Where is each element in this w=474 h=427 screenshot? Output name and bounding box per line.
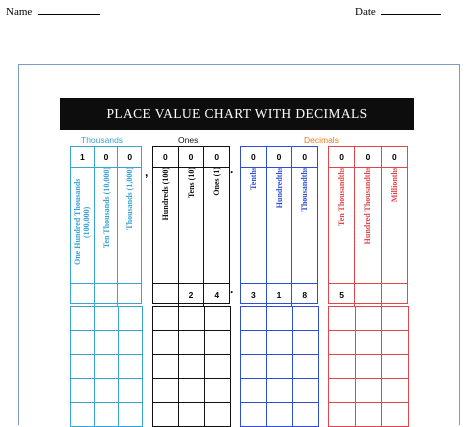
name-label-text: Name xyxy=(6,6,33,18)
date-label-text: Date xyxy=(355,6,376,18)
place-value[interactable]: 8 xyxy=(291,284,317,306)
place-label-text: Tens (10) xyxy=(186,167,196,199)
place-value[interactable]: 4 xyxy=(203,284,229,306)
place-label xyxy=(178,167,204,283)
practice-cell[interactable] xyxy=(293,403,319,427)
place-digit: 0 xyxy=(178,147,204,167)
date-blank-line[interactable] xyxy=(381,14,441,15)
place-label xyxy=(241,167,266,283)
place-label-text: Ones (1) xyxy=(212,167,222,196)
ones-block xyxy=(152,146,230,304)
place-value[interactable] xyxy=(381,284,407,306)
digit-row xyxy=(71,147,141,168)
practice-cell[interactable] xyxy=(95,331,119,355)
practice-cell[interactable] xyxy=(241,403,267,427)
place-label xyxy=(94,167,118,283)
practice-cell[interactable] xyxy=(241,379,267,403)
practice-cell[interactable] xyxy=(119,331,143,355)
value-row xyxy=(241,283,317,306)
place-label-text: Millionths xyxy=(389,167,399,203)
practice-cell[interactable] xyxy=(71,379,95,403)
place-label xyxy=(291,167,317,283)
practice-cell[interactable] xyxy=(356,379,383,403)
practice-cell[interactable] xyxy=(153,355,179,379)
practice-cell[interactable] xyxy=(119,403,143,427)
practice-cell[interactable] xyxy=(293,307,319,331)
place-label xyxy=(203,167,229,283)
practice-cell[interactable] xyxy=(293,379,319,403)
practice-cell[interactable] xyxy=(153,307,179,331)
place-label xyxy=(266,167,292,283)
practice-cell[interactable] xyxy=(71,331,95,355)
ones-practice-grid xyxy=(152,306,231,427)
practice-cell[interactable] xyxy=(293,331,319,355)
practice-cell[interactable] xyxy=(329,379,356,403)
place-digit: 1 xyxy=(79,152,85,162)
practice-cell[interactable] xyxy=(382,331,409,355)
practice-cell[interactable] xyxy=(382,379,409,403)
practice-cell[interactable] xyxy=(329,355,356,379)
place-digit: 0 xyxy=(250,152,256,162)
thousands-practice-grid xyxy=(70,306,143,427)
place-label-text: Tenths xyxy=(248,167,258,190)
value-row xyxy=(329,283,407,306)
practice-cell[interactable] xyxy=(267,331,293,355)
digit-row xyxy=(153,147,229,168)
place-label xyxy=(71,167,94,283)
practice-cell[interactable] xyxy=(267,379,293,403)
place-digit: 0 xyxy=(162,152,168,162)
practice-cell[interactable] xyxy=(241,331,267,355)
place-value[interactable] xyxy=(354,284,380,306)
thousands-block xyxy=(70,146,142,304)
practice-cell[interactable] xyxy=(95,355,119,379)
place-label-text: Ten Thousands (10,000) xyxy=(101,167,111,249)
practice-cell[interactable] xyxy=(153,379,179,403)
decimals-title: Decimals xyxy=(304,135,339,145)
label-row xyxy=(71,167,141,283)
label-row xyxy=(329,167,407,283)
decimal-point-top: . xyxy=(230,162,234,176)
place-value[interactable]: 3 xyxy=(250,290,256,300)
practice-cell[interactable] xyxy=(179,307,205,331)
value-row xyxy=(153,283,229,306)
practice-cell[interactable] xyxy=(382,307,409,331)
practice-cell[interactable] xyxy=(179,403,205,427)
practice-cell[interactable] xyxy=(205,331,231,355)
place-label-text: One Hundred Thousands (100,000) xyxy=(73,178,92,266)
practice-cell[interactable] xyxy=(267,355,293,379)
place-label xyxy=(354,167,380,283)
practice-cell[interactable] xyxy=(119,379,143,403)
place-label-text: Thousandths xyxy=(300,167,310,212)
practice-cell[interactable] xyxy=(205,355,231,379)
label-row xyxy=(241,167,317,283)
digit-row xyxy=(241,147,317,168)
practice-cell[interactable] xyxy=(179,355,205,379)
practice-cell[interactable] xyxy=(356,331,383,355)
value-row xyxy=(71,283,141,306)
practice-cell[interactable] xyxy=(356,307,383,331)
place-value[interactable] xyxy=(117,284,141,306)
practice-cell[interactable] xyxy=(382,403,409,427)
practice-cell[interactable] xyxy=(119,355,143,379)
practice-cell[interactable] xyxy=(95,403,119,427)
practice-cell[interactable] xyxy=(179,331,205,355)
place-label xyxy=(329,167,354,283)
practice-cell[interactable] xyxy=(329,307,356,331)
practice-cell[interactable] xyxy=(356,403,383,427)
place-label-text: Hundredths xyxy=(274,167,284,209)
place-digit: 0 xyxy=(381,147,407,167)
place-label-text: Ten Thousandths xyxy=(337,167,347,226)
practice-cell[interactable] xyxy=(329,331,356,355)
place-digit: 0 xyxy=(203,147,229,167)
ones-title: Ones xyxy=(178,135,199,145)
practice-cell[interactable] xyxy=(95,307,119,331)
practice-cell[interactable] xyxy=(293,355,319,379)
date-label xyxy=(355,6,441,18)
practice-cell[interactable] xyxy=(119,307,143,331)
place-value[interactable]: 2 xyxy=(178,284,204,306)
place-label xyxy=(153,167,178,283)
practice-cell[interactable] xyxy=(153,403,179,427)
tenthou-block xyxy=(328,146,408,304)
place-digit: 0 xyxy=(291,147,317,167)
practice-cell[interactable] xyxy=(71,403,95,427)
practice-cell[interactable] xyxy=(71,307,95,331)
practice-cell[interactable] xyxy=(179,379,205,403)
place-label-text: Hundreds (100) xyxy=(160,167,170,221)
practice-cell[interactable] xyxy=(267,307,293,331)
chart-title-banner: PLACE VALUE CHART WITH DECIMALS xyxy=(60,98,414,130)
tenthou-practice-grid xyxy=(328,306,409,427)
digit-row xyxy=(329,147,407,168)
place-value[interactable] xyxy=(153,284,178,306)
place-label xyxy=(117,167,141,283)
decimal-point-bottom: . xyxy=(230,282,234,296)
name-label xyxy=(6,6,100,18)
practice-cell[interactable] xyxy=(267,403,293,427)
practice-cell[interactable] xyxy=(205,307,231,331)
practice-cell[interactable] xyxy=(382,355,409,379)
thousands-title: Thousands xyxy=(81,135,124,145)
practice-cell[interactable] xyxy=(356,355,383,379)
place-value[interactable]: 1 xyxy=(266,284,292,306)
tenths-block xyxy=(240,146,318,304)
place-value[interactable]: 5 xyxy=(339,290,345,300)
place-label-text: Thousands (1,000) xyxy=(125,167,135,230)
place-value[interactable] xyxy=(94,284,118,306)
practice-cell[interactable] xyxy=(205,403,231,427)
place-value[interactable] xyxy=(71,284,94,306)
label-row xyxy=(153,167,229,283)
tenths-practice-grid xyxy=(240,306,319,427)
place-digit: 0 xyxy=(339,152,345,162)
practice-cell[interactable] xyxy=(205,379,231,403)
name-blank-line[interactable] xyxy=(38,14,100,15)
practice-cell[interactable] xyxy=(329,403,356,427)
place-digit: 0 xyxy=(354,147,380,167)
practice-cell[interactable] xyxy=(241,307,267,331)
practice-cell[interactable] xyxy=(153,331,179,355)
comma-separator: , xyxy=(145,165,149,179)
place-digit: 0 xyxy=(94,147,118,167)
place-label-text: Hundred Thousandths xyxy=(363,167,373,245)
practice-cell[interactable] xyxy=(95,379,119,403)
practice-cell[interactable] xyxy=(241,355,267,379)
place-digit: 0 xyxy=(266,147,292,167)
practice-cell[interactable] xyxy=(71,355,95,379)
place-label xyxy=(381,167,407,283)
place-digit: 0 xyxy=(117,147,141,167)
